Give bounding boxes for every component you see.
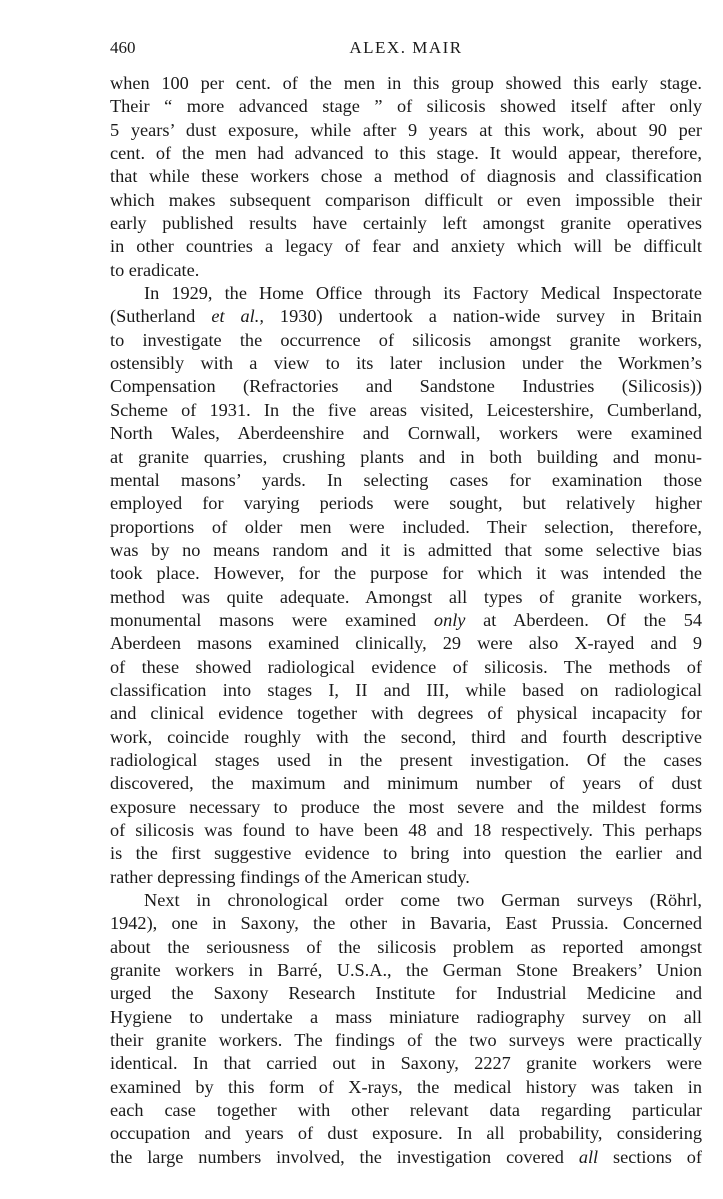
text-segment: exposure necessary to produce the most severe and the mildest forms bbox=[110, 796, 702, 817]
text-segment: Their “ more advanced stage ” of silicosis showed itself after only bbox=[110, 96, 702, 117]
text-segment: that while these workers chose a method of diagnosis and classification bbox=[110, 166, 702, 187]
text-line bbox=[110, 492, 702, 515]
text-line bbox=[110, 1006, 702, 1029]
text-segment: about the seriousness of the silicosis problem as reported amongst bbox=[110, 936, 702, 957]
text-line bbox=[110, 352, 702, 375]
text-line bbox=[110, 1146, 702, 1169]
text-segment: when 100 per cent. of the men in this group showed this early stage. bbox=[110, 73, 702, 93]
text-segment: was by no means random and it is admitted that some selective bias bbox=[110, 539, 702, 560]
text-line bbox=[110, 469, 702, 492]
text-line bbox=[110, 912, 702, 935]
text-line bbox=[110, 259, 702, 282]
text-segment: is the first suggestive evidence to bring into question the earlier and bbox=[110, 843, 702, 864]
text-line bbox=[110, 796, 702, 819]
text-segment: proportions of older men were included. Their selection, therefore, bbox=[110, 516, 702, 537]
running-title: ALEX. MAIR bbox=[349, 38, 463, 57]
text-segment: urged the Saxony Research Institute for Industrial Medicine and bbox=[110, 983, 702, 1004]
italic-text: et al., bbox=[211, 306, 264, 327]
text-line bbox=[110, 375, 702, 398]
text-line bbox=[110, 772, 702, 795]
text-line bbox=[110, 1029, 702, 1052]
body-text bbox=[110, 72, 702, 1169]
text-segment: at Aberdeen. Of the 54 bbox=[465, 609, 702, 630]
text-line bbox=[110, 95, 702, 118]
text-segment: early published results have certainly left amongst granite operatives bbox=[110, 213, 702, 234]
text-segment: discovered, the maximum and minimum number of years of dust bbox=[110, 773, 702, 794]
text-segment: to eradicate. bbox=[110, 259, 200, 280]
text-line bbox=[110, 119, 702, 142]
text-line bbox=[110, 656, 702, 679]
text-line bbox=[110, 702, 702, 725]
text-line bbox=[110, 539, 702, 562]
text-segment: cent. of the men had advanced to this stage. It would appear, therefore, bbox=[110, 143, 702, 164]
text-segment: and clinical evidence together with degrees of physical incapacity for bbox=[110, 703, 702, 724]
text-segment: identical. In that carried out in Saxony, 2227 granite workers were bbox=[110, 1053, 702, 1074]
text-line bbox=[110, 959, 702, 982]
text-segment: examined by this form of X-rays, the medical history was taken in bbox=[110, 1076, 702, 1097]
text-line bbox=[110, 189, 702, 212]
text-line bbox=[110, 422, 702, 445]
text-segment: the large numbers involved, the investigation covered bbox=[110, 1146, 579, 1167]
text-line bbox=[110, 889, 702, 912]
text-line bbox=[110, 819, 702, 842]
text-line bbox=[110, 1122, 702, 1145]
text-segment: to investigate the occurrence of silicosis amongst granite workers, bbox=[110, 329, 702, 350]
text-line bbox=[110, 516, 702, 539]
text-line bbox=[110, 936, 702, 959]
text-segment: monumental masons were examined bbox=[110, 609, 434, 630]
text-line bbox=[110, 165, 702, 188]
text-line bbox=[110, 562, 702, 585]
text-segment: method was quite adequate. Amongst all types of granite workers, bbox=[110, 586, 702, 607]
italic-text: all bbox=[578, 1146, 599, 1167]
text-line bbox=[110, 586, 702, 609]
text-line bbox=[110, 446, 702, 469]
text-segment: sections of bbox=[598, 1146, 702, 1167]
text-segment: of silicosis was found to have been 48 and 18 respectively. This perhaps bbox=[110, 820, 702, 840]
text-line bbox=[110, 726, 702, 749]
text-segment: (Sutherland bbox=[110, 306, 212, 327]
text-segment: Scheme of 1931. In the five areas visited, Leicestershire, Cumberland, bbox=[110, 399, 702, 420]
text-segment: work, coincide roughly with the second, third and fourth descriptive bbox=[110, 726, 702, 747]
text-line bbox=[110, 212, 702, 235]
text-segment: Aberdeen masons examined clinically, 29 were also X-rayed and 9 bbox=[110, 633, 702, 654]
text-line bbox=[110, 679, 702, 702]
page-number: 460 bbox=[110, 38, 136, 57]
text-segment: occupation and years of dust exposure. In all probability, considering bbox=[110, 1123, 702, 1144]
text-line bbox=[110, 72, 702, 95]
text-line bbox=[110, 749, 702, 772]
text-segment: 1942), one in Saxony, the other in Bavaria, East Prussia. Concerned bbox=[110, 913, 702, 934]
text-line bbox=[110, 142, 702, 165]
text-line bbox=[110, 609, 702, 632]
text-segment: which makes subsequent comparison difficult or even impossible their bbox=[110, 189, 702, 210]
text-segment: each case together with other relevant data regarding particular bbox=[110, 1100, 702, 1121]
text-segment: their granite workers. The findings of the two surveys were practically bbox=[110, 1030, 702, 1051]
text-line bbox=[110, 399, 702, 422]
text-segment: Compensation (Refractories and Sandstone Industries (Silicosis)) bbox=[110, 376, 702, 397]
running-head bbox=[110, 38, 702, 62]
text-line bbox=[110, 305, 702, 328]
text-segment: North Wales, Aberdeenshire and Cornwall, workers were examined bbox=[110, 423, 702, 444]
text-segment: employed for varying periods were sought, but relatively higher bbox=[110, 493, 702, 514]
text-segment: radiological stages used in the present investigation. Of the cases bbox=[110, 749, 702, 770]
text-line bbox=[110, 235, 702, 258]
text-segment: in other countries a legacy of fear and anxiety which will be difficult bbox=[110, 236, 702, 257]
text-segment: Hygiene to undertake a mass miniature radiography survey on all bbox=[110, 1006, 702, 1027]
text-segment: Next in chronological order come two German surveys (Röhrl, bbox=[144, 890, 702, 911]
text-line bbox=[110, 632, 702, 655]
text-line bbox=[110, 1099, 702, 1122]
text-segment: mental masons’ yards. In selecting cases for examination those bbox=[110, 469, 702, 490]
text-line bbox=[110, 1052, 702, 1075]
text-line bbox=[110, 282, 702, 305]
text-segment: In 1929, the Home Office through its Factory Medical Inspectorate bbox=[144, 283, 702, 304]
text-line bbox=[110, 866, 702, 889]
text-line bbox=[110, 982, 702, 1005]
italic-text: only bbox=[433, 609, 466, 630]
text-line bbox=[110, 1076, 702, 1099]
text-segment: took place. However, for the purpose for which it was intended the bbox=[110, 563, 702, 584]
text-segment: classification into stages I, II and III, while based on radiological bbox=[110, 679, 702, 700]
text-segment: ostensibly with a view to its later inclusion under the Workmen’s bbox=[110, 353, 702, 374]
text-segment: rather depressing findings of the American study. bbox=[110, 866, 470, 887]
text-segment: of these showed radiological evidence of silicosis. The methods of bbox=[110, 656, 702, 677]
text-line bbox=[110, 329, 702, 352]
text-segment: at granite quarries, crushing plants and in both building and monu- bbox=[110, 446, 702, 467]
text-segment: 5 years’ dust exposure, while after 9 years at this work, about 90 per bbox=[110, 119, 702, 140]
text-segment: 1930) undertook a nation-wide survey in Britain bbox=[263, 306, 702, 327]
text-line bbox=[110, 842, 702, 865]
text-segment: granite workers in Barré, U.S.A., the German Stone Breakers’ Union bbox=[110, 960, 702, 981]
